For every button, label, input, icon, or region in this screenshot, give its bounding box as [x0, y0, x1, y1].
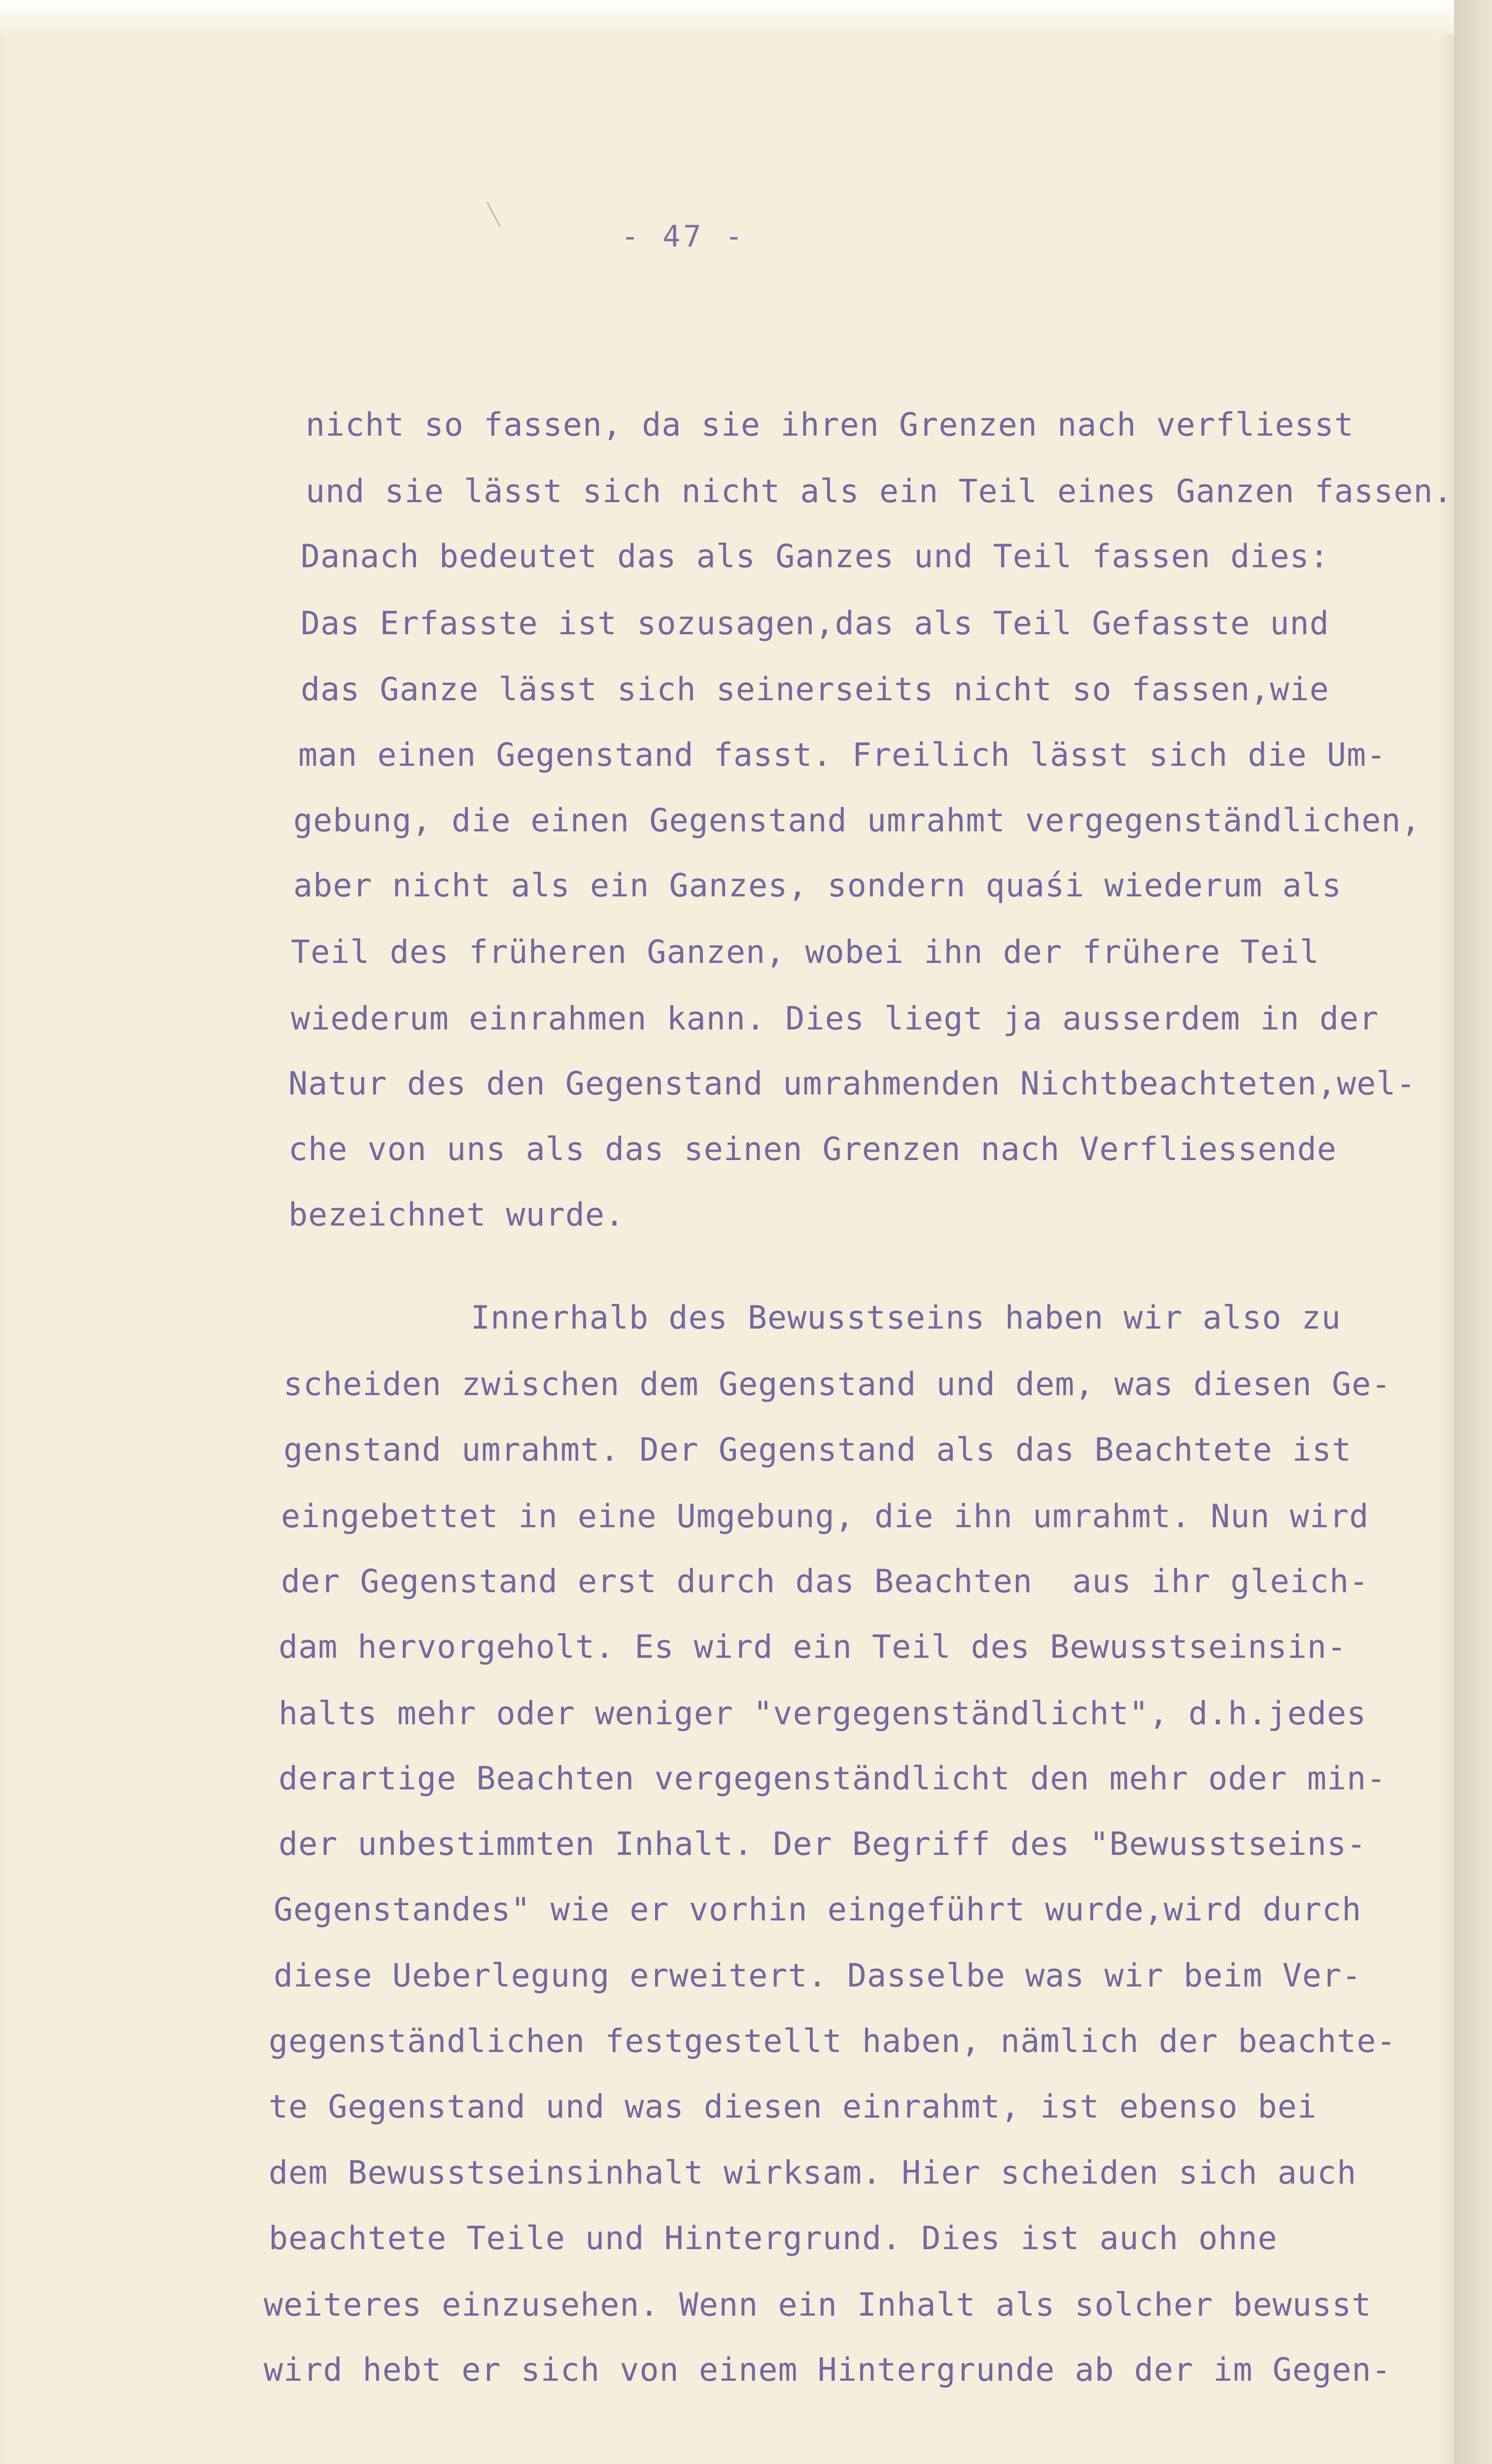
text-line: scheiden zwischen dem Gegenstand und dem, was diesen Ge- — [283, 1366, 1391, 1403]
page-number: - 47 - — [621, 219, 746, 254]
text-line: und sie lässt sich nicht als ein Teil eines Ganzen fassen. — [306, 473, 1453, 510]
text-line: Natur des den Gegenstand umrahmenden Nichtbeachteten,wel- — [288, 1065, 1416, 1102]
text-line: aber nicht als ein Ganzes, sondern quaśi wiederum als — [293, 867, 1342, 904]
text-line: der Gegenstand erst durch das Beachten aus ihr gleich- — [281, 1563, 1369, 1600]
text-line: eingebettet in eine Umgebung, die ihn umrahmt. Nun wird — [281, 1498, 1369, 1535]
text-line: derartige Beachten vergegenständlicht den mehr oder min- — [278, 1760, 1387, 1797]
text-line: Teil des früheren Ganzen, wobei ihn der frühere Teil — [291, 934, 1319, 971]
text-line: Das Erfasste ist sozusagen,das als Teil Gefasste und — [301, 605, 1329, 642]
text-line: nicht so fassen, da sie ihren Grenzen nach verfliesst — [306, 407, 1354, 444]
paper-top-edge — [0, 0, 1454, 34]
text-line: beachtete Teile und Hintergrund. Dies ist auch ohne — [269, 2220, 1278, 2257]
text-line: man einen Gegenstand fasst. Freilich lässt sich die Um- — [298, 737, 1387, 774]
text-line: gebung, die einen Gegenstand umrahmt vergegenständlichen, — [293, 802, 1421, 839]
text-line: gegenständlichen festgestellt haben, nämlich der beachte- — [269, 2023, 1396, 2060]
text-line: diese Ueberlegung erweitert. Dasselbe was wir beim Ver- — [274, 1957, 1362, 1994]
text-line: genstand umrahmt. Der Gegenstand als das Beachtete ist — [283, 1432, 1352, 1469]
text-line: te Gegenstand und was diesen einrahmt, ist ebenso bei — [269, 2088, 1318, 2125]
text-line: das Ganze lässt sich seinerseits nicht so fassen,wie — [301, 671, 1329, 708]
paper-right-edge — [1454, 0, 1492, 2464]
text-line: Innerhalb des Bewusstseins haben wir also zu — [471, 1300, 1341, 1336]
text-line: weiteres einzusehen. Wenn ein Inhalt als solcher bewusst — [264, 2287, 1372, 2324]
text-line: dem Bewusstseinsinhalt wirksam. Hier scheiden sich auch — [269, 2155, 1357, 2191]
text-line: Gegenstandes" wie er vorhin eingeführt wurde,wird durch — [274, 1891, 1362, 1928]
text-line: bezeichnet wurde. — [288, 1197, 625, 1233]
text-line: Danach bedeutet das als Ganzes und Teil fassen dies: — [301, 538, 1329, 575]
text-line: wird hebt er sich von einem Hintergrunde ab der im Gegen- — [264, 2352, 1391, 2389]
text-line: dam hervorgeholt. Es wird ein Teil des Bewusstseinsin- — [278, 1629, 1347, 1666]
text-line: che von uns als das seinen Grenzen nach Verfliessende — [288, 1131, 1337, 1168]
text-line: der unbestimmten Inhalt. Der Begriff des "Bewusstseins- — [278, 1826, 1367, 1863]
text-line: halts mehr oder weniger "vergegenständlicht", d.h.jedes — [278, 1695, 1367, 1732]
text-line: wiederum einrahmen kann. Dies liegt ja ausserdem in der — [291, 1000, 1379, 1037]
